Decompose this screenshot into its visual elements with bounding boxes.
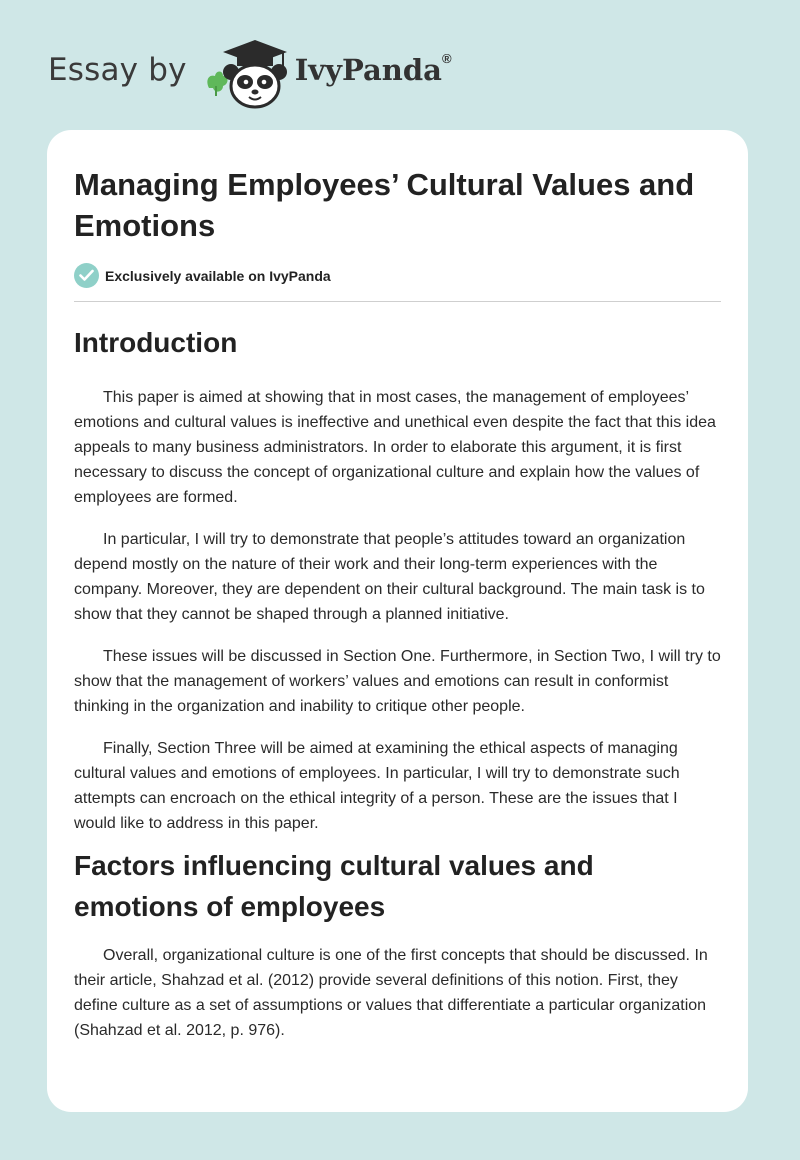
paragraph: These issues will be discussed in Section One. Furthermore, in Section Two, I will try to show that the management of workers’ values and emotions can result in conformist thinking in the organization and inability to critique other people. [74, 648, 721, 715]
panda-graduate-logo-icon [203, 30, 293, 110]
section-heading-introduction: Introduction [74, 327, 238, 358]
paragraph: Finally, Section Three will be aimed at examining the ethical aspects of managing cultural values and emotions of employees. In particular, I will try to demonstrate such attempts can encroach on the ethical integrity of a person. These are the issues that I would like to address in this paper. [74, 740, 680, 832]
registered-mark: ® [441, 51, 452, 66]
exclusive-label: Exclusively available on IvyPanda [105, 267, 331, 284]
paragraph: This paper is aimed at showing that in most cases, the management of employees’ emotions and cultural values is ineffective and unethical even despite the fact that this idea appeals to many business administrators. In order to elaborate this argument, it is first necessary to discuss the concept of organizational culture and explain how the values of employees are formed. [74, 389, 716, 506]
section-heading-factors: Factors influencing cultural values and emotions of employees [74, 850, 594, 922]
essay-card [47, 130, 748, 1112]
brand-name [295, 53, 452, 87]
exclusive-badge-row [74, 263, 721, 302]
brand-name-text: IvyPanda [294, 53, 442, 87]
page-title: Managing Employees’ Cultural Values and Emotions [74, 167, 695, 243]
site-brand[interactable] [48, 30, 452, 110]
check-circle-icon [74, 263, 99, 288]
paragraph: In particular, I will try to demonstrate that people’s attitudes toward an organization depend mostly on the nature of their work and their long-term experiences with the company. Moreover, they are dependent on their cultural background. The main task is to show that they cannot be shaped through a planned initiative. [74, 531, 705, 623]
paragraph: Overall, organizational culture is one of the first concepts that should be discussed. In their article, Shahzad et al. (2012) provide several definitions of this notion. First, they define culture as a set of assumptions or values that differentiate a particular organization (Shahzad et al. 2012, p. 976). [74, 947, 708, 1039]
brand-prefix: Essay by [48, 52, 187, 88]
